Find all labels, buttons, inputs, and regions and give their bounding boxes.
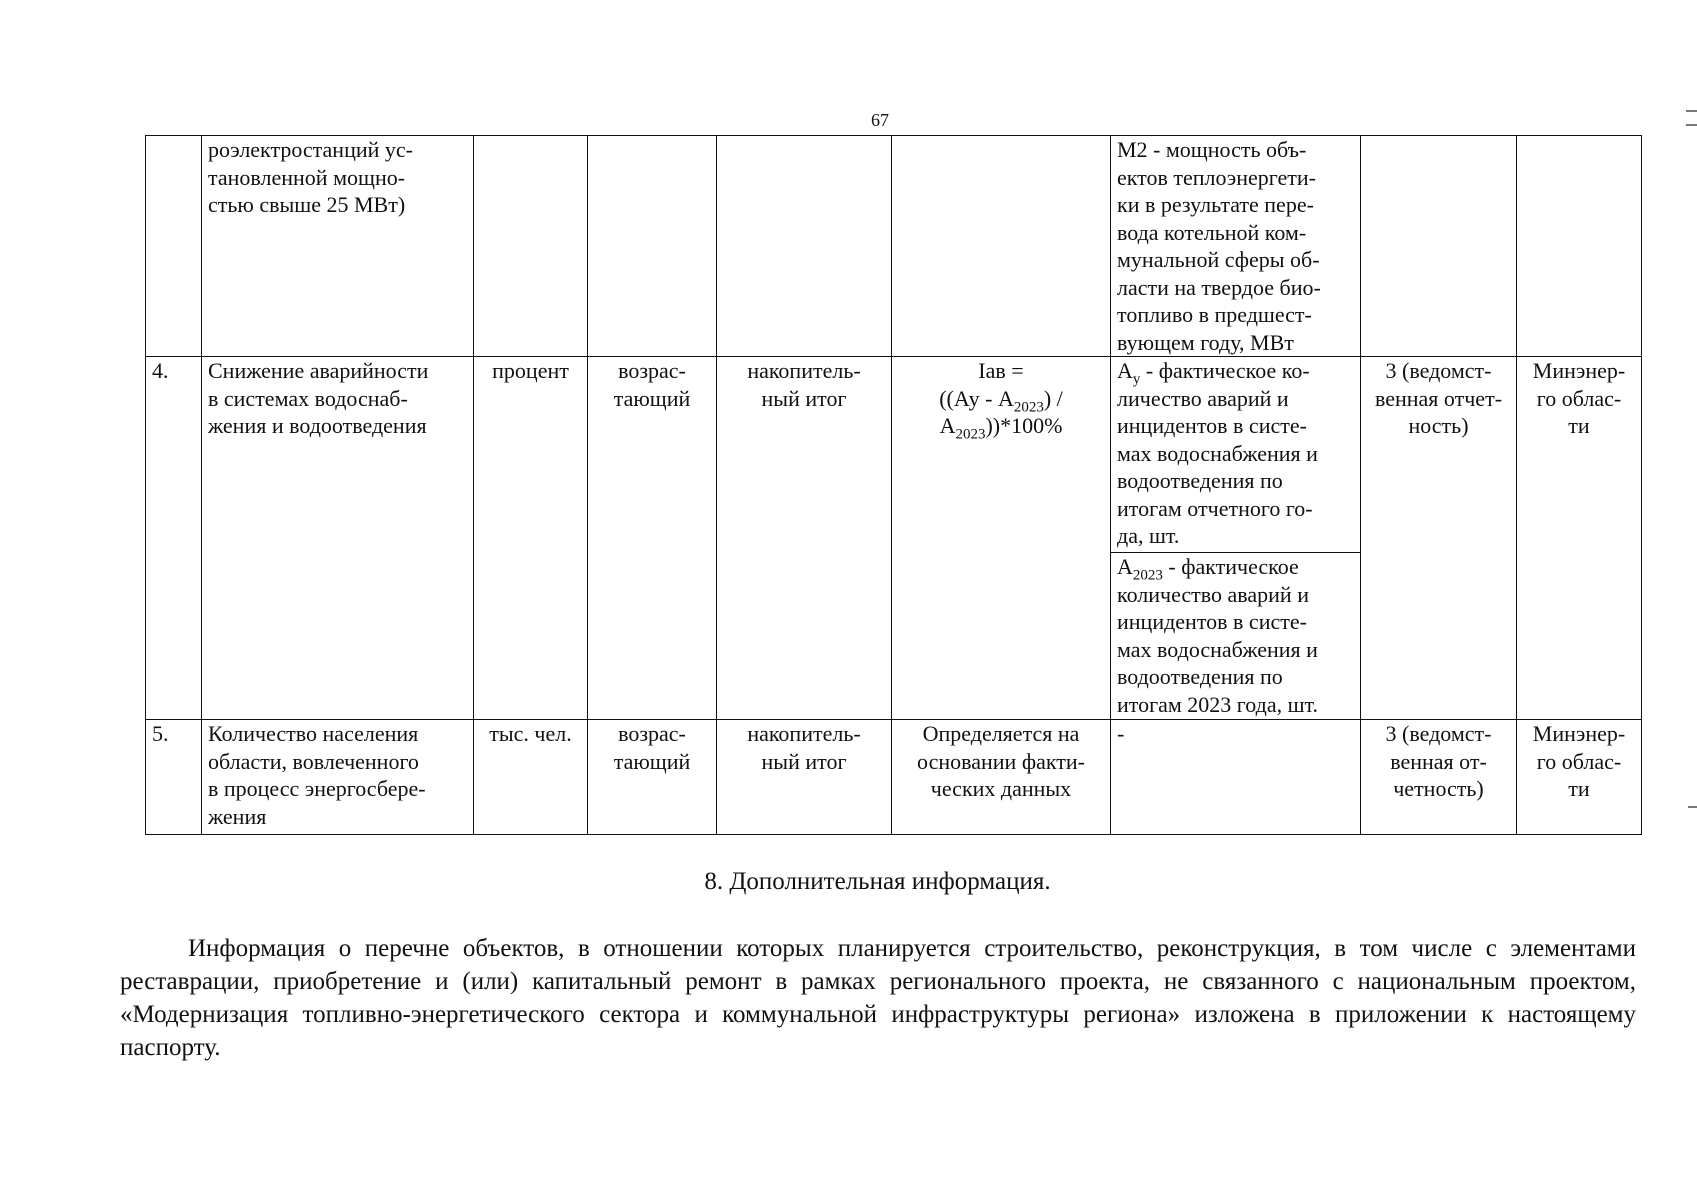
body-paragraph: Информация о перечне объектов, в отношении которых планируется строительство, реконструкция, в том числе с элементами реставрации, приобретение и (или) капитальный ремонт в рамках регионального проекта, не связанного с национальным проектом, «Модернизация топливно-энергетического сектора и коммунальной инфраструктуры региона» изложена в приложении к настоящему паспорту. [120,935,1636,1061]
page-number: 67 [871,110,889,130]
cell-trend: возрас- тающий [588,357,717,720]
scan-mark-top [1686,110,1697,112]
cell-indicator-name: роэлектростанций ус- тановленной мощно- стью свыше 25 МВт) [202,136,474,357]
cell-responsible [1517,136,1642,357]
cell-unit: тыс. чел. [474,720,588,835]
cell-responsible: Минэнер- го облас- ти [1517,357,1642,720]
cell-method: накопитель- ный итог [717,720,892,835]
cell-variable-ay: $А_у$ - фактическое ко- личество аварий и инцидентов в систе- мах водоснабжения и водоотведения по итогам отчетного го- да, шт. [1111,357,1361,553]
scan-mark-bottom [1688,806,1697,808]
cell-method [717,136,892,357]
cell-formula [892,136,1111,357]
cell-responsible: Минэнер- го облас- ти [1517,720,1642,835]
section-heading: 8. Дополнительная информация. [704,868,1051,895]
formula-line-3: $А_{2023}))*100\%$ [939,413,1063,443]
cell-variable-description: - [1111,720,1361,835]
indicators-table [145,135,1642,835]
cell-indicator-name: Количество населения области, вовлеченного в процесс энергосбере- жения [202,720,474,835]
cell-variable-a2023: $А_{2023}$ - фактическое количество аварий и инцидентов в систе- мах водоснабжения и водоотведения по итогам 2023 года, шт. [1111,553,1361,720]
cell-method: накопитель- ный итог [717,357,892,720]
cell-formula: Определяется на основании факти- ческих данных [892,720,1111,835]
cell-source: 3 (ведомст- венная отчет- ность) [1361,357,1517,720]
table-row-continuation [146,136,1642,357]
cell-unit: процент [474,357,588,720]
formula-line-2: ($(Ау - А_{2023})$ / [939,385,1063,415]
table-row-5 [146,720,1642,835]
cell-indicator-name: Снижение аварийности в системах водоснаб- жения и водоотведения [202,357,474,720]
cell-formula [892,357,1111,720]
cell-unit [474,136,588,357]
cell-source [1361,136,1517,357]
cell-num: 4. [146,357,202,720]
cell-trend [588,136,717,357]
cell-variable-description: М2 - мощность объ- ектов теплоэнергети- ки в результате пере- вода котельной ком- мунальной сферы об- ласти на твердое био- топливо в предшест- вующем году, МВт [1111,136,1361,357]
cell-num [146,136,202,357]
cell-trend: возрас- тающий [588,720,717,835]
formula-line-1: Iав = [978,358,1024,383]
scan-mark-mid [1686,124,1697,126]
cell-num: 5. [146,720,202,835]
cell-source: 3 (ведомст- венная от- четность) [1361,720,1517,835]
table-row-4 [146,357,1642,553]
